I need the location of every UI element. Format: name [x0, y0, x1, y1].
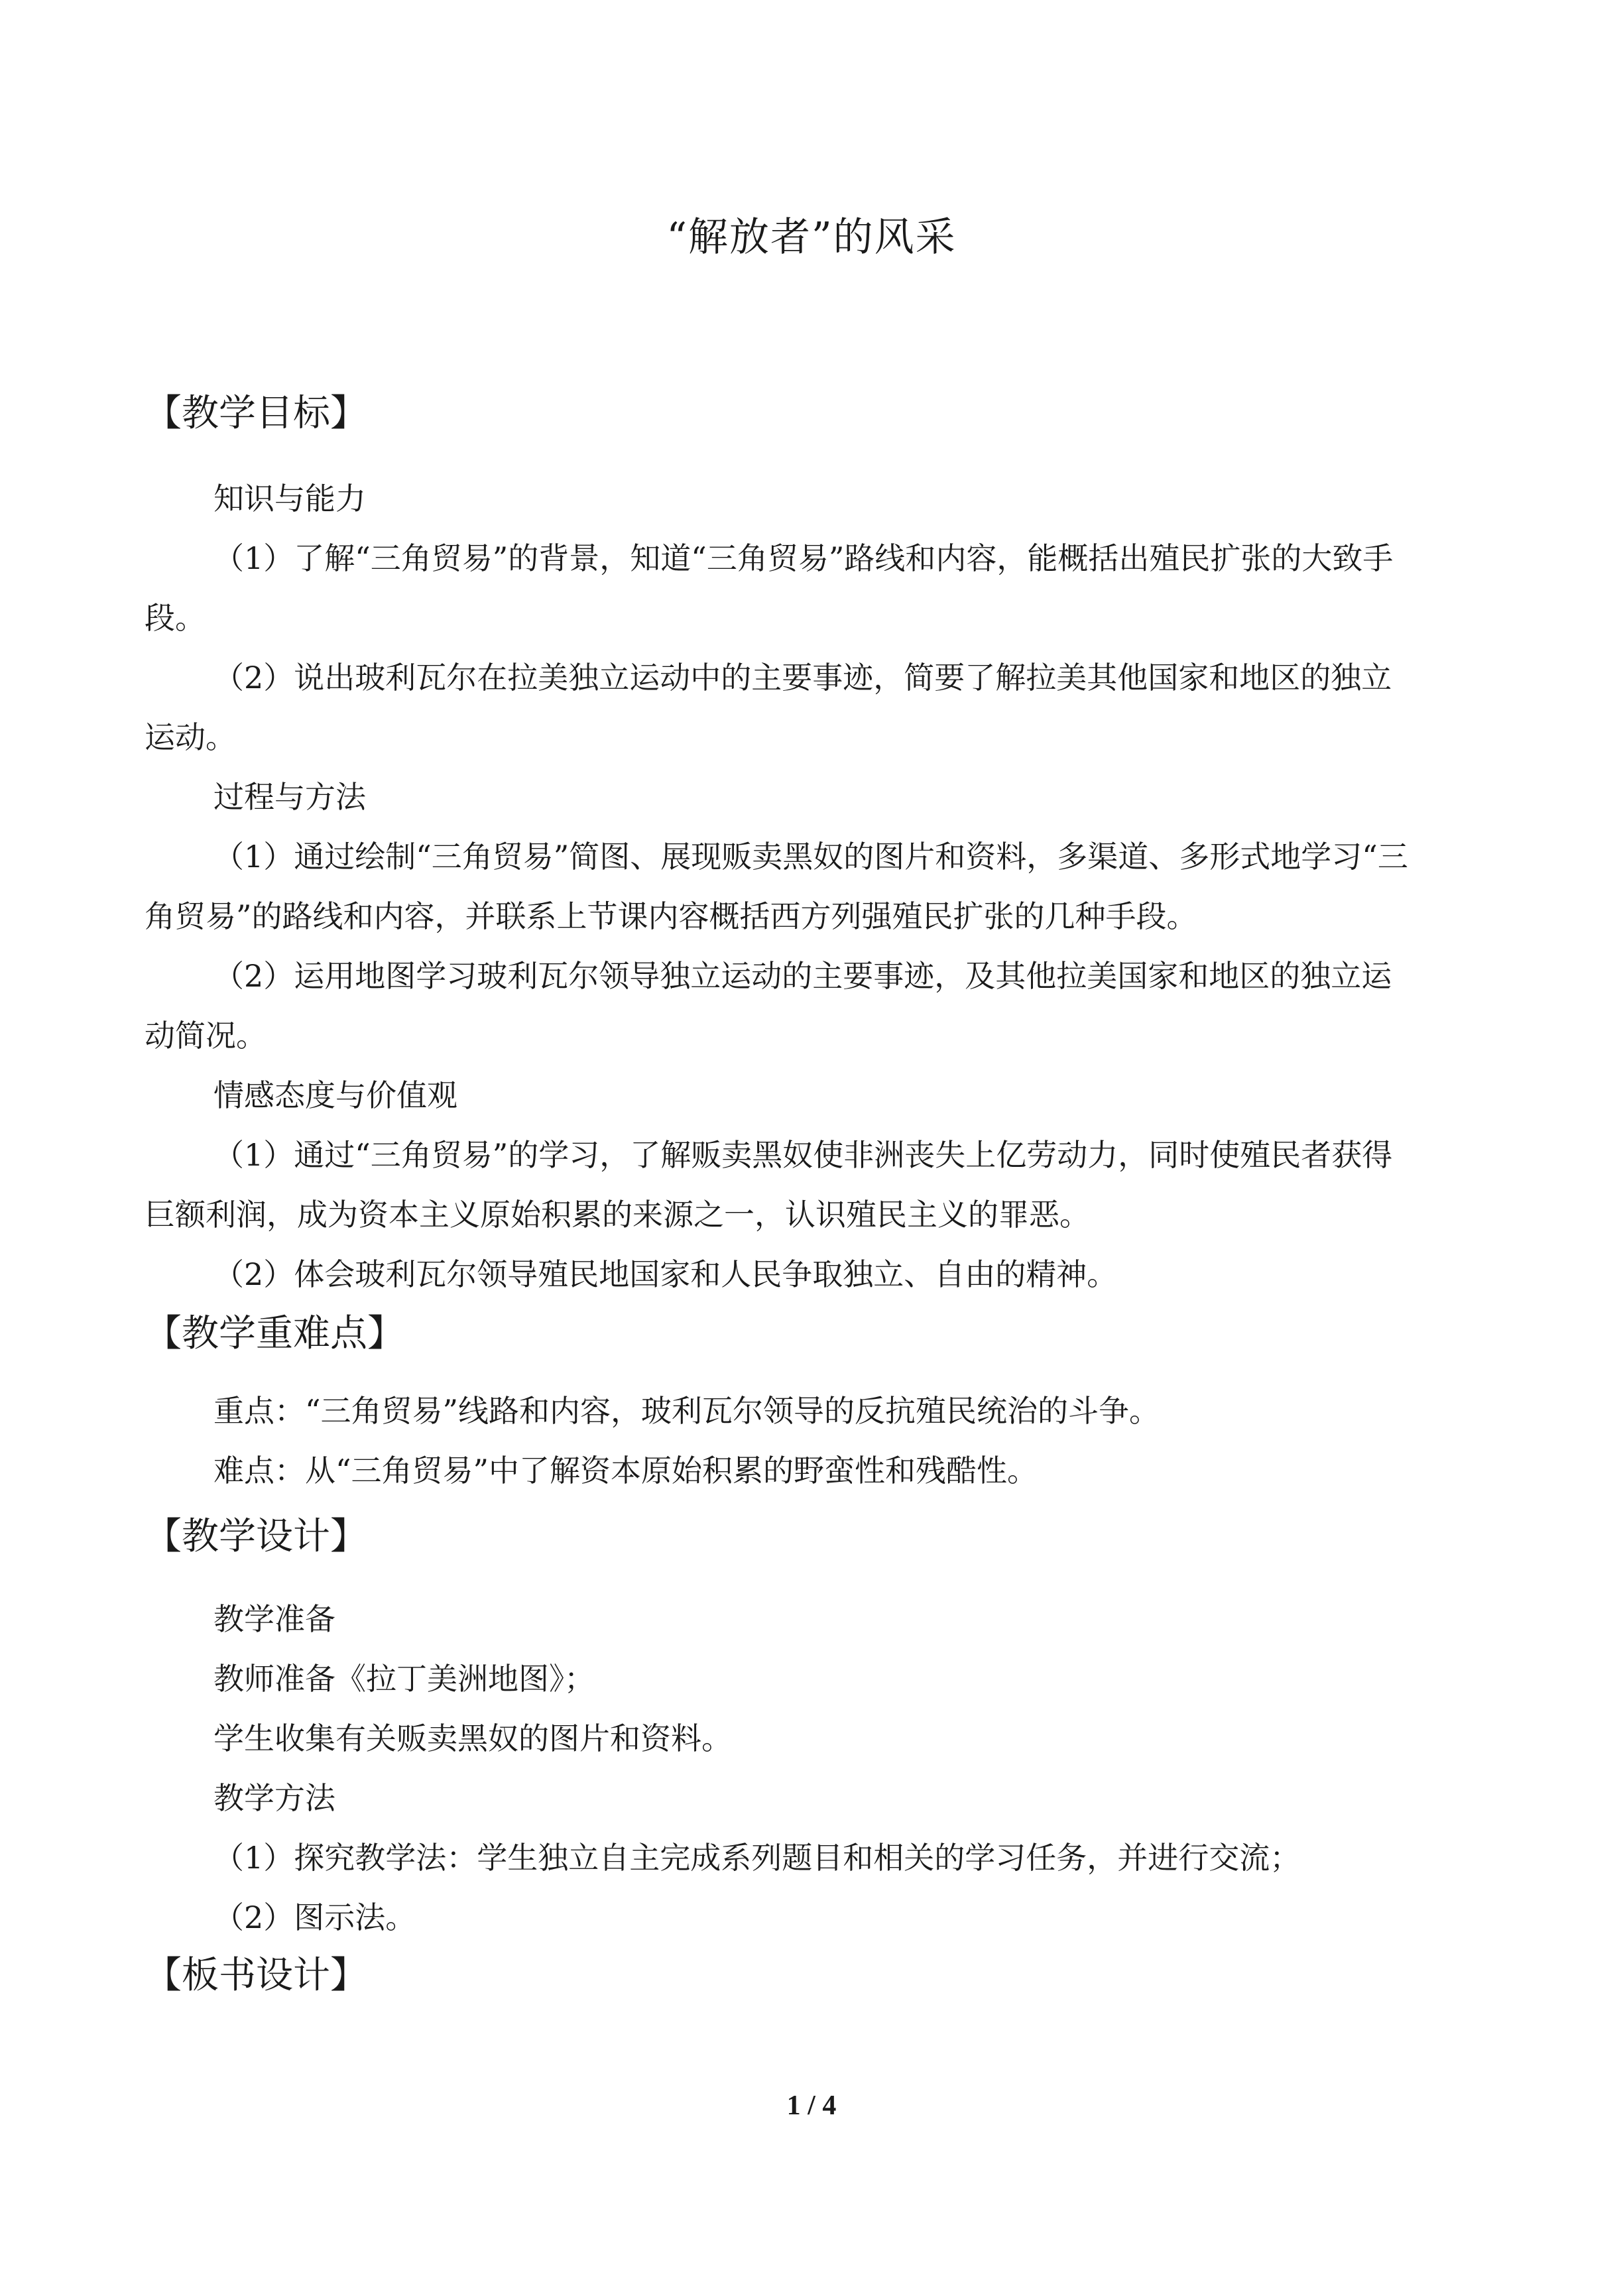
subsection-label-process: 过程与方法 [213, 779, 366, 815]
subsection-label-emotion: 情感态度与价值观 [213, 1077, 457, 1113]
document-title: “解放者”的风采 [666, 214, 957, 261]
paragraph-line: （2）说出玻利瓦尔在拉美独立运动中的主要事迹，简要了解拉美其他国家和地区的独立 [213, 660, 1392, 695]
paragraph-line: 巨额利润，成为资本主义原始积累的来源之一，认识殖民主义的罪恶。 [145, 1197, 1090, 1233]
section-heading-board: 【板书设计】 [145, 1954, 367, 1997]
paragraph-line: 动简况。 [145, 1018, 267, 1054]
paragraph-line: （2）运用地图学习玻利瓦尔领导独立运动的主要事迹，及其他拉美国家和地区的独立运 [213, 958, 1392, 994]
subsection-label-method: 教学方法 [213, 1780, 335, 1816]
section-heading-objectives: 【教学目标】 [145, 392, 367, 435]
page-indicator: 1 / 4 [786, 2090, 837, 2121]
paragraph-line: 教师准备《拉丁美洲地图》； [213, 1661, 595, 1697]
paragraph-line: （2）图示法。 [213, 1900, 416, 1935]
paragraph-line: （1）通过“三角贸易”的学习，了解贩卖黑奴使非洲丧失上亿劳动力，同时使殖民者获得 [213, 1137, 1393, 1173]
subsection-label-prep: 教学准备 [213, 1601, 335, 1637]
paragraph-line: 角贸易”的路线和内容，并联系上节课内容概括西方列强殖民扩张的几种手段。 [145, 898, 1197, 934]
paragraph-line: （1）通过绘制“三角贸易”简图、展现贩卖黑奴的图片和资料，多渠道、多形式地学习“三 [213, 839, 1408, 875]
section-heading-design: 【教学设计】 [145, 1515, 367, 1558]
paragraph-line: 段。 [145, 600, 206, 636]
subsection-label-knowledge: 知识与能力 [213, 481, 366, 516]
paragraph-line: 运动。 [145, 719, 236, 755]
paragraph-line: （1）探究教学法：学生独立自主完成系列题目和相关的学习任务，并进行交流； [213, 1840, 1301, 1876]
paragraph-line-difficulty: 难点：从“三角贸易”中了解资本原始积累的野蛮性和残酷性。 [213, 1453, 1038, 1488]
paragraph-line: （2）体会玻利瓦尔领导殖民地国家和人民争取独立、自由的精神。 [213, 1256, 1118, 1292]
paragraph-line: （1）了解“三角贸易”的背景，知道“三角贸易”路线和内容，能概括出殖民扩张的大致手 [213, 540, 1394, 576]
paragraph-line-focus: 重点：“三角贸易”线路和内容，玻利瓦尔领导的反抗殖民统治的斗争。 [213, 1393, 1160, 1429]
section-heading-key-points: 【教学重难点】 [145, 1312, 404, 1355]
paragraph-line: 学生收集有关贩卖黑奴的图片和资料。 [213, 1721, 732, 1756]
